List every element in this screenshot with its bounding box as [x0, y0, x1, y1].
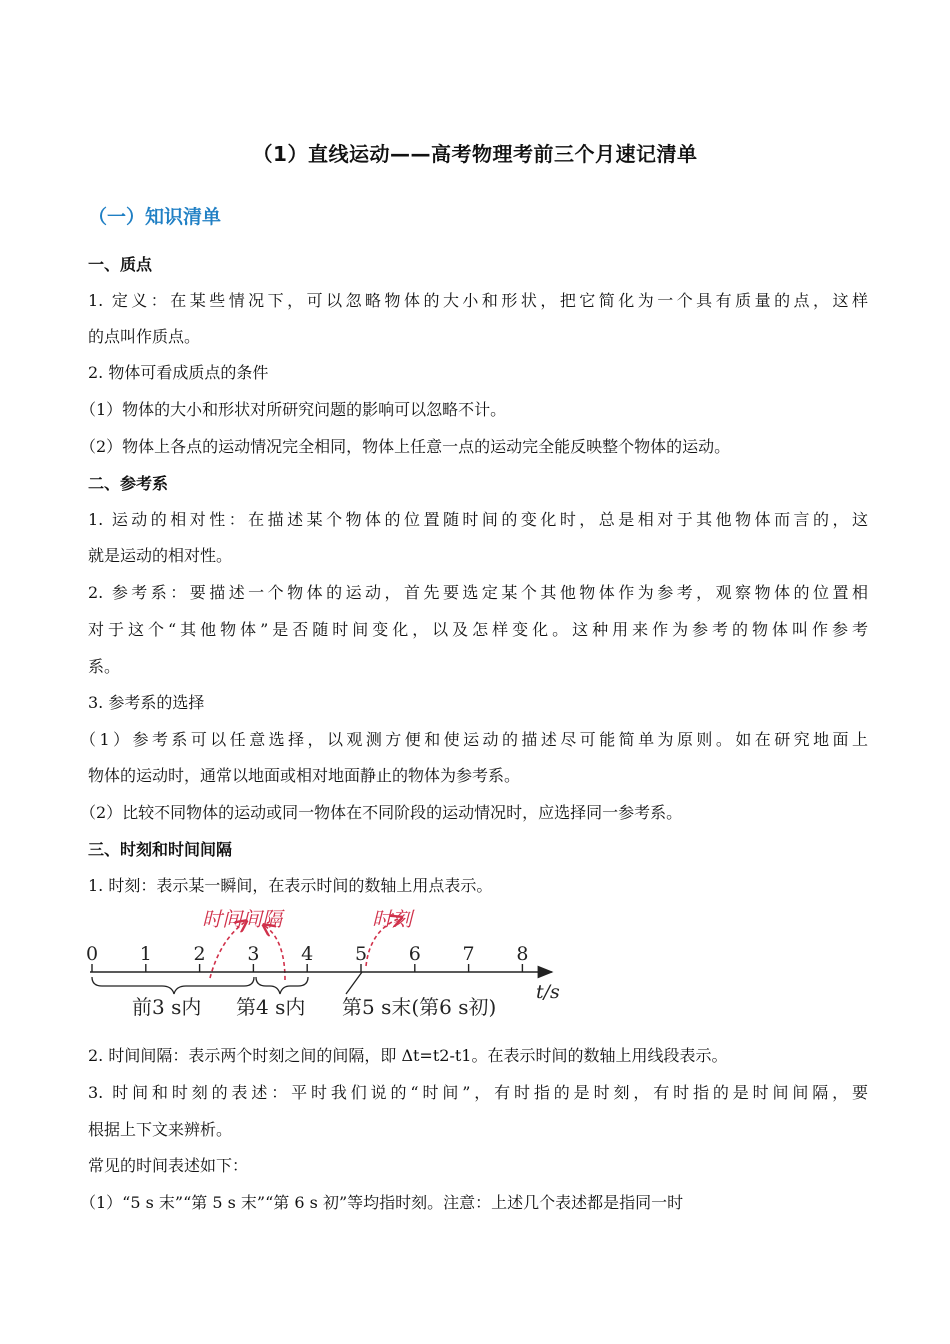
axis-tick-label: 2	[193, 943, 206, 965]
axis-tick-label: 4	[301, 943, 314, 965]
paragraph-line: 系。	[88, 657, 121, 676]
paragraph-line: 2. 参考系：要描述一个物体的运动，首先要选定某个其他物体作为参考，观察物体的位置相	[88, 583, 868, 602]
axis-tick-label: 7	[462, 943, 475, 965]
label-5s-end: 第5 s末(第6 s初)	[342, 995, 497, 1019]
axis-tick-label: 6	[408, 943, 421, 965]
axis-label: t/s	[536, 981, 560, 1003]
brace-label-4th-s: 第4 s内	[236, 995, 306, 1019]
paragraph-line: 就是运动的相对性。	[88, 546, 233, 565]
paragraph-line: 物体的运动时，通常以地面或相对地面静止的物体为参考系。	[88, 766, 521, 785]
timeline-svg	[80, 900, 570, 1035]
axis-tick-label: 0	[85, 943, 99, 965]
paragraph-line: 根据上下文来辨析。	[88, 1120, 233, 1139]
axis-tick-label: 8	[516, 943, 529, 965]
page-title: （1）直线运动——高考物理考前三个月速记清单	[252, 142, 698, 166]
axis-tick-label: 5	[354, 943, 368, 965]
paragraph-line: （1）物体的大小和形状对所研究问题的影响可以忽略不计。	[80, 400, 507, 419]
brace-first-3s	[92, 977, 254, 994]
paragraph-line: （2）物体上各点的运动情况完全相同，物体上任意一点的运动完全能反映整个物体的运动。	[80, 437, 731, 456]
heading-reference-frame: 二、参考系	[88, 474, 169, 493]
section-heading: （一）知识清单	[88, 206, 222, 228]
paragraph-line: 的点叫作质点。	[88, 327, 201, 346]
paragraph-line: 2. 时间间隔：表示两个时刻之间的间隔，即 Δt=t2-t1。在表示时间的数轴上用线段表示。	[88, 1046, 728, 1065]
label-interval: 时间间隔	[202, 907, 282, 931]
timeline-figure	[80, 900, 570, 1035]
paragraph-line: 2. 物体可看成质点的条件	[88, 363, 269, 382]
heading-particle: 一、质点	[88, 255, 153, 274]
paragraph-line: （2）比较不同物体的运动或同一物体在不同阶段的运动情况时，应选择同一参考系。	[80, 803, 683, 822]
label-moment: 时刻	[372, 907, 412, 931]
paragraph-line: （1）参考系可以任意选择，以观测方便和使运动的描述尽可能简单为原则。如在研究地面上	[80, 730, 868, 749]
axis-tick-label: 3	[247, 943, 260, 965]
paragraph-line: 1. 时刻：表示某一瞬间，在表示时间的数轴上用点表示。	[88, 876, 493, 895]
paragraph-line: （1）“5 s 末”“第 5 s 末”“第 6 s 初”等均指时刻。注意：上述几个表述都是指同一时	[80, 1193, 684, 1212]
paragraph-line: 1. 定义：在某些情况下，可以忽略物体的大小和形状，把它简化为一个具有质量的点，这样	[88, 291, 868, 310]
paragraph-line: 常见的时间表述如下：	[88, 1156, 249, 1175]
axis-tick-label: 1	[139, 943, 152, 965]
paragraph-line: 3. 时间和时刻的表述：平时我们说的“时间”，有时指的是时刻，有时指的是时间间隔，要	[88, 1083, 868, 1102]
paragraph-line: 对于这个“其他物体”是否随时间变化，以及怎样变化。这种用来作为参考的物体叫作参考	[88, 620, 868, 639]
heading-time: 三、时刻和时间间隔	[88, 840, 233, 859]
pointer-5s	[346, 972, 362, 994]
paragraph-line: 1. 运动的相对性：在描述某个物体的位置随时间的变化时，总是相对于其他物体而言的，这	[88, 510, 868, 529]
paragraph-line: 3. 参考系的选择	[88, 693, 205, 712]
axis-ticks	[86, 943, 528, 972]
brace-label-first-3s: 前3 s内	[132, 995, 202, 1019]
brace-4th-s	[256, 977, 308, 994]
